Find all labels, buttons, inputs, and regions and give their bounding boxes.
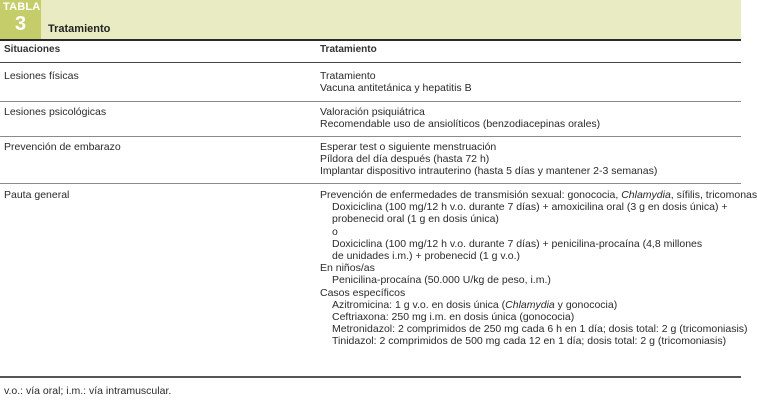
row-divider xyxy=(0,183,741,184)
row-treatment xyxy=(320,189,757,348)
azi-italic: Chlamydia xyxy=(505,298,555,311)
azi-text-end: y gonococia) xyxy=(554,298,618,311)
row-divider xyxy=(0,101,741,102)
ets-italic: Chlamydia xyxy=(621,189,671,201)
table-title-bar xyxy=(0,0,741,39)
row-treatment xyxy=(320,141,657,178)
row-divider xyxy=(0,136,741,137)
row-treatment xyxy=(320,106,600,130)
tabla-number: 3 xyxy=(14,13,27,35)
treatment-line: Tinidazol: 2 comprimidos de 500 mg cada 12 en 1 día; dosis total: 2 g (tricomoniasis) xyxy=(332,335,727,348)
bottom-rule xyxy=(0,376,741,378)
treatment-line: probenecid oral (1 g en dosis única) xyxy=(332,213,499,226)
top-rule xyxy=(0,39,741,41)
treatment-line: Ceftriaxona: 250 mg i.m. en dosis única (gonococia) xyxy=(332,311,575,324)
header-rule xyxy=(0,62,741,63)
treatment-line: Esperar test o siguiente menstruación xyxy=(320,141,497,153)
table-footnote: v.o.: vía oral; i.m.: vía intramuscular. xyxy=(4,385,172,397)
treatment-line: Píldora del día después (hasta 72 h) xyxy=(320,153,490,166)
row-situacion: Lesiones físicas xyxy=(4,70,79,82)
treatment-line: Tratamiento xyxy=(320,70,376,82)
treatment-line xyxy=(320,189,757,201)
treatment-line: Vacuna antitetánica y hepatitis B xyxy=(320,82,472,95)
treatment-line: Implantar dispositivo intrauterino (hasta 5 días y mantener 2-3 semanas) xyxy=(320,165,658,178)
treatment-line: Penicilina-procaína (50.000 U/kg de peso, i.m.) xyxy=(332,274,551,287)
table-number-badge xyxy=(0,0,41,39)
treatment-line: de unidades i.m.) + probenecid (1 g v.o.) xyxy=(332,250,521,263)
table-title: Tratamiento xyxy=(48,23,111,35)
treatment-line: o xyxy=(332,225,338,238)
treatment-line: Metronidazol: 2 comprimidos de 250 mg cada 6 h en 1 día; dosis total: 2 g (tricomoniasis) xyxy=(332,323,748,336)
row-treatment xyxy=(320,70,472,94)
column-header-tratamiento: Tratamiento xyxy=(320,44,377,55)
ets-text-end: , sífilis, tricomonas xyxy=(670,189,757,201)
tabla-label: TABLA xyxy=(3,1,41,13)
row-situacion: Prevención de embarazo xyxy=(4,141,121,153)
row-situacion: Pauta general xyxy=(4,189,70,201)
treatment-line: Doxiciclina (100 mg/12 h v.o. durante 7 días) + penicilina-procaína (4,8 millones xyxy=(332,237,703,250)
row-situacion: Lesiones psicológicas xyxy=(4,106,107,118)
azi-text: Azitromicina: 1 g v.o. en dosis única ( xyxy=(332,298,506,311)
treatment-line: Casos específicos xyxy=(320,286,406,299)
column-header-situaciones: Situaciones xyxy=(4,44,61,55)
treatment-line: Recomendable uso de ansiolíticos (benzodiacepinas orales) xyxy=(320,118,601,131)
treatment-line: Doxiciclina (100 mg/12 h v.o. durante 7 días) + amoxicilina oral (3 g en dosis única) + xyxy=(332,201,728,214)
treatment-line: En niños/as xyxy=(320,262,375,275)
treatment-line xyxy=(320,299,757,311)
treatment-line: Valoración psiquiátrica xyxy=(320,106,425,118)
ets-text: Prevención de enfermedades de transmisión sexual: gonococia, xyxy=(320,189,622,201)
